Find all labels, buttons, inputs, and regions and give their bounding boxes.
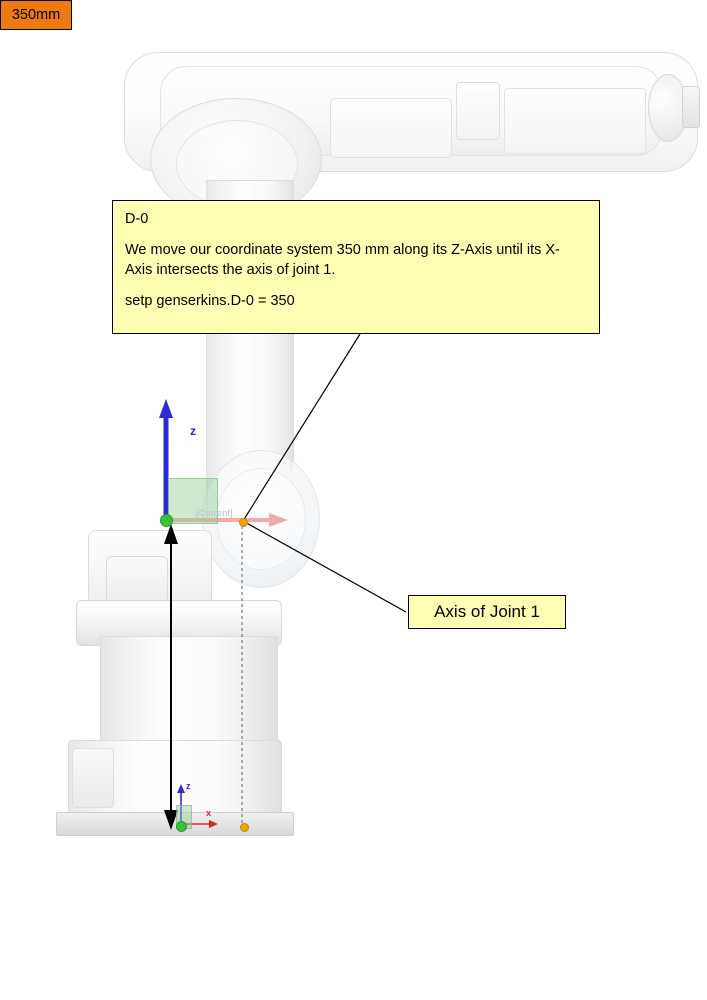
lower-frame-origin-dot <box>176 821 187 832</box>
lower-z-axis-label: z <box>186 781 191 791</box>
upper-frame-origin-dot <box>160 514 173 527</box>
note-d0 <box>112 200 600 334</box>
label-dimension-350mm: 350mm <box>0 0 72 30</box>
note-d0-title: D-0 <box>125 211 149 227</box>
lower-x-axis-label: x <box>206 808 212 818</box>
upper-z-axis-label: z <box>190 424 196 438</box>
joint1-axis-point-upper <box>239 518 248 527</box>
current-frame-tag: [Current] <box>196 508 233 518</box>
note-d0-body: We move our coordinate system 350 mm along its Z-Axis until its X-Axis intersects the axis of joint 1. <box>125 242 560 278</box>
label-axis-of-joint1: Axis of Joint 1 <box>408 595 566 629</box>
note-d0-code: setp genserkins.D-0 = 350 <box>125 293 295 310</box>
joint1-axis-point-lower <box>240 823 249 832</box>
